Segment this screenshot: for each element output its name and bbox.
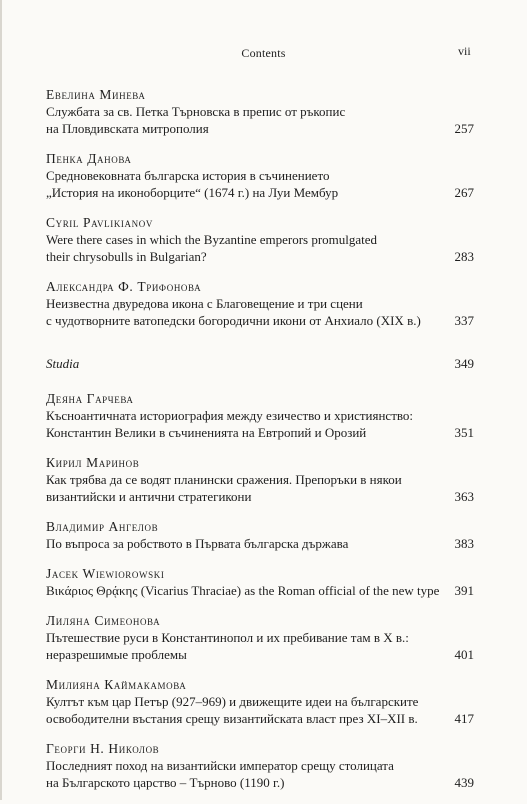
toc-entry-title-line: на Българското царство – Търново (1190 г.) (46, 775, 285, 790)
section-label: Studia (46, 356, 80, 371)
toc-entry-author: Евелина Минева (46, 87, 146, 102)
running-header-title: Contents (241, 46, 286, 60)
toc-entry-author: Кирил Маринов (46, 455, 140, 470)
toc-entry (46, 150, 474, 201)
toc-entry-title-line: Константин Велики в съчиненията на Евтропий и Орозий (46, 425, 367, 440)
toc-entry-author: Лиляна Симеонова (46, 613, 161, 628)
toc-entry-title-line: По въпроса за робството в Първата българска държава (46, 536, 349, 551)
toc-entry-author: Деяна Гарчева (46, 391, 134, 406)
toc-entry-author: Георги Н. Николов (46, 741, 160, 756)
running-header-page-number: vii (458, 44, 471, 58)
toc-entry-title-line: освободителни въстания срещу византийската власт през XI–XII в. (46, 711, 418, 726)
toc-entry (46, 518, 474, 552)
toc-entry-title-line: Последният поход на византийски император срещу столицата (46, 758, 394, 773)
toc-entry (46, 565, 474, 599)
toc-entry (46, 390, 474, 441)
toc-entry-page-number: 391 (454, 583, 474, 598)
toc-entry-title-line: Средновековната българска история в съчинението (46, 168, 330, 183)
toc-entry (46, 676, 474, 727)
toc-entry-author: Пенка Данова (46, 151, 132, 166)
toc-entry-page-number: 337 (454, 313, 474, 328)
toc-entry (46, 740, 474, 791)
toc-entry-title-line: Как трябва да се водят планински сражения. Препоръки в някои (46, 472, 402, 487)
toc-entry (46, 86, 474, 137)
toc-entry-title-line: Късноантичната историография между езичество и християнство: (46, 408, 414, 423)
toc-entry-author: Милияна Каймакамова (46, 677, 187, 692)
toc-entry (46, 278, 474, 329)
toc-entry-title-line: на Пловдивската митрополия (46, 121, 209, 136)
toc-entry-title-line: византийски и антични стратегикони (46, 489, 252, 504)
toc-entry-page-number: 401 (454, 647, 474, 662)
toc-entry-page-number: 267 (454, 185, 474, 200)
toc-entry-author: Александра Ф. Трифонова (46, 279, 202, 294)
toc-entry-author: Jacek Wiewiorowski (46, 566, 165, 581)
toc-entry-title-line: Култът към цар Петър (927–969) и движещите идеи на българските (46, 694, 419, 709)
toc-entry-title-line: с чудотворните ватопедски богородични икони от Анхиало (XIX в.) (46, 313, 421, 328)
table-of-contents (46, 86, 474, 804)
toc-group-b (46, 390, 474, 791)
toc-entry-author: Владимир Ангелов (46, 519, 159, 534)
toc-entry-page-number: 351 (454, 425, 474, 440)
toc-entry-title-line: Βικάριος Θρᾴκης (Vicarius Thraciae) as the Roman official of the new type (46, 583, 440, 598)
toc-entry-title-line: Were there cases in which the Byzantine emperors promulgated (46, 232, 378, 247)
toc-entry-title-line: Пътешествие руси в Константинопол и их пребивание там в X в.: (46, 630, 409, 645)
toc-entry-title-line: their chrysobulls in Bulgarian? (46, 249, 207, 264)
toc-entry-page-number: 257 (454, 121, 474, 136)
toc-group-a (46, 86, 474, 329)
toc-entry-page-number: 439 (454, 775, 474, 790)
toc-entry-page-number: 417 (454, 711, 474, 726)
toc-entry (46, 454, 474, 505)
toc-entry (46, 612, 474, 663)
toc-entry-title-line: Службата за св. Петка Търновска в препис от ръкопис (46, 104, 346, 119)
toc-section-heading (46, 355, 474, 372)
toc-entry-author: Cyril Pavlikianov (46, 215, 153, 230)
section-page-number: 349 (454, 356, 474, 371)
toc-entry (46, 214, 474, 265)
toc-entry-title-line: „История на иконоборците“ (1674 г.) на Луи Мембур (46, 185, 339, 200)
toc-entry-page-number: 383 (454, 536, 474, 551)
toc-entry-title-line: Неизвестна двуредова икона с Благовещение и три сцени (46, 296, 363, 311)
toc-entry-page-number: 363 (454, 489, 474, 504)
toc-entry-title-line: неразрешимые проблемы (46, 647, 187, 662)
toc-entry-page-number: 283 (454, 249, 474, 264)
